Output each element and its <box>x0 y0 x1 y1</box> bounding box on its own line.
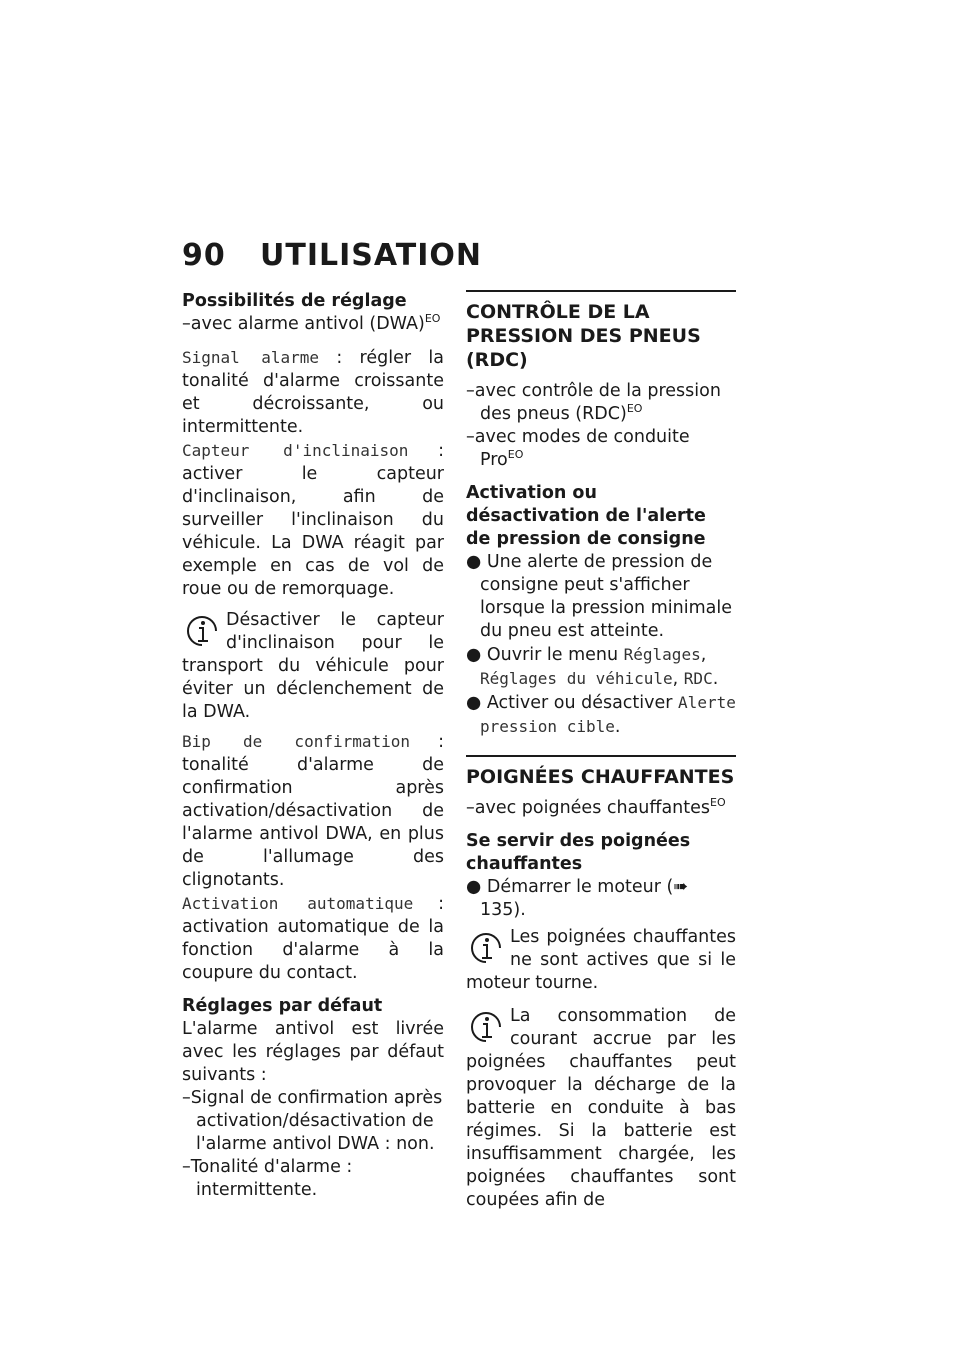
eo-mark: EO <box>710 796 726 810</box>
bip-desc: Bip de confirmation : tonalité d'alarme de confirmation après activation/désactivation de l'alarme antivol DWA, en plus de l'allumage des clignotants. <box>182 732 444 890</box>
use-heading: Se servir des poignées chauffantes <box>466 831 691 874</box>
menu-term: RDC <box>683 669 713 688</box>
page-header <box>182 238 482 273</box>
info-text: Désactiver le capteur d'inclinaison pour le transport du véhicule pour éviter un déclenchement de la DWA. <box>182 610 444 722</box>
info-text: Les poignées chauffantes ne sont actives que si le moteur tourne. <box>466 927 736 993</box>
page-title: UTILISATION <box>260 238 482 273</box>
list-item: –Tonalité d'alarme : intermittente. <box>182 1157 353 1200</box>
grips-heading: POIGNÉES CHAUFFANTES <box>466 766 735 788</box>
list-item: ● Ouvrir le menu Réglages, Réglages du véhicule, RDC. <box>466 645 719 689</box>
list-item: –Signal de confirmation après activation/désactivation de l'alarme antivol DWA : non. <box>182 1088 443 1154</box>
signal-alarme-desc: Signal alarme : régler la tonalité d'alarme croissante et décroissante, ou intermittente. <box>182 348 444 437</box>
page-ref[interactable]: 135 <box>480 900 514 920</box>
default-text: L'alarme antivol est livrée avec les réglages par défaut suivants : <box>182 1019 444 1085</box>
capteur-desc: Capteur d'inclinaison : activer le capteur d'inclinaison, afin de surveiller l'inclinaison du véhicule. La DWA réagit par exemple en cas de vol de roue ou de remorquage. <box>182 441 444 599</box>
dwa-option: –avec alarme antivol (DWA)$^{EO}$ <box>182 312 441 334</box>
menu-term: Alerte pression cible <box>480 693 736 736</box>
default-heading: Réglages par défaut <box>182 996 383 1016</box>
section-rule <box>466 755 736 757</box>
rdc-option: –avec contrôle de la pression des pneus (RDC)$^{EO}$ <box>466 381 721 424</box>
eo-mark: EO <box>507 448 524 462</box>
info-icon <box>466 1007 506 1047</box>
left-column <box>182 290 444 1202</box>
menu-term: Signal alarme <box>182 348 319 367</box>
settings-heading: Possibilités de réglage <box>182 291 407 311</box>
grips-option: –avec poignées chauffantes$^{EO}$ <box>466 796 726 818</box>
list-item: ● Activer ou désactiver Alerte pression cible. <box>466 693 736 737</box>
menu-term: Réglages <box>623 645 701 664</box>
page-number: 90 <box>182 238 226 273</box>
rdc-heading: CONTRÔLE DE LA PRESSION DES PNEUS (RDC) <box>466 301 701 371</box>
eo-mark: EO <box>626 402 643 416</box>
arrow-ref-icon: ➠ <box>673 877 688 897</box>
info-text: La consommation de courant accrue par les poignées chauffantes peut provoquer la décharge de la batterie en conduite à bas régimes. Si la batterie est insuffisamment chargée, les poignées chauffantes sont coupées afin de <box>466 1006 736 1210</box>
list-item: ● Une alerte de pression de consigne peut s'afficher lorsque la pression minimale du pneu est atteinte. <box>466 552 732 641</box>
right-column <box>466 290 736 1212</box>
activation-desc: Activation automatique : activation automatique de la fonction d'alarme à la coupure du contact. <box>182 894 444 983</box>
info-note <box>466 926 736 995</box>
info-note <box>182 609 444 724</box>
menu-term: Activation automatique <box>182 894 414 913</box>
menu-term: Bip de confirmation <box>182 732 411 751</box>
info-icon <box>182 611 222 651</box>
info-note <box>466 1005 736 1212</box>
list-item: ● Démarrer le moteur (➠ 135). <box>466 877 688 920</box>
pro-option: –avec modes de conduite Pro$^{EO}$ <box>466 427 690 470</box>
alert-heading: Activation ou désactivation de l'alerte de pression de consigne <box>466 483 706 549</box>
info-icon <box>466 928 506 968</box>
eo-mark: EO <box>424 312 441 326</box>
section-rule <box>466 290 736 292</box>
menu-term: Capteur d'inclinaison <box>182 441 409 460</box>
menu-term: Réglages du véhicule <box>480 669 673 688</box>
